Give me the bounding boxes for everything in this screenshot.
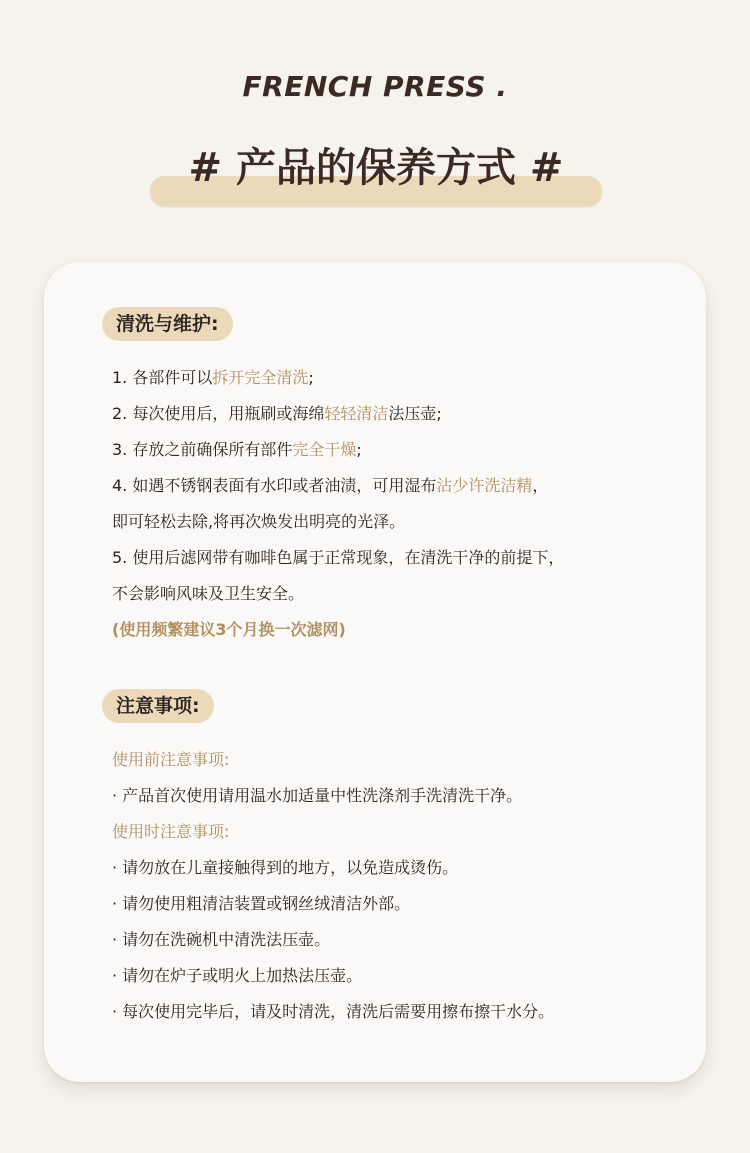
filter-replacement-note: (使用频繁建议3个月换一次滤网) [112, 620, 346, 639]
list-item [112, 432, 672, 468]
section-label-notice: 注意事项: [102, 689, 214, 723]
brand-heading: FRENCH PRESS . [242, 70, 508, 103]
page-title-block [150, 140, 602, 206]
during-use-title: 使用时注意事项: [112, 822, 230, 841]
list-item [112, 360, 672, 396]
item-highlight: 沾少许洗洁精 [436, 476, 533, 495]
page-title: # 产品的保养方式 # [188, 145, 564, 191]
list-item: 5. 使用后滤网带有咖啡色属于正常现象，在清洗干净的前提下， [112, 548, 565, 567]
list-item: · 产品首次使用请用温水加适量中性洗涤剂手洗清洗干净。 [112, 786, 523, 805]
item-text: 法压壶; [388, 404, 442, 423]
item-highlight: 完全干燥 [292, 440, 357, 459]
list-item-continuation: 不会影响风味及卫生安全。 [112, 584, 305, 603]
section-label-cleaning: 清洗与维护: [102, 307, 233, 341]
item-text: 1. 各部件可以 [112, 368, 213, 387]
list-item: · 每次使用完毕后，请及时清洗，清洗后需要用擦布擦干水分。 [112, 1002, 555, 1021]
item-text: 4. 如遇不锈钢表面有水印或者油渍，可用湿布 [112, 476, 437, 495]
list-item: · 请勿使用粗清洁装置或钢丝绒清洁外部。 [112, 894, 411, 913]
item-highlight: 轻轻清洁 [324, 404, 389, 423]
list-item [112, 468, 672, 504]
item-highlight: 拆开完全清洗 [212, 368, 309, 387]
care-instructions-card [44, 262, 706, 1082]
item-text: ; [308, 368, 314, 387]
item-text: 2. 每次使用后，用瓶刷或海绵 [112, 404, 325, 423]
list-item [112, 396, 672, 432]
item-text: ， [532, 476, 549, 495]
item-text: 3. 存放之前确保所有部件 [112, 440, 293, 459]
item-text: ; [356, 440, 362, 459]
cleaning-list [112, 360, 672, 648]
list-item-continuation: 即可轻松去除,将再次焕发出明亮的光泽。 [112, 512, 406, 531]
list-item: · 请勿在洗碗机中清洗法压壶。 [112, 930, 331, 949]
before-use-block [112, 742, 672, 1030]
list-item: · 请勿在炉子或明火上加热法压壶。 [112, 966, 363, 985]
list-item: · 请勿放在儿童接触得到的地方，以免造成烫伤。 [112, 858, 459, 877]
before-use-title: 使用前注意事项: [112, 750, 230, 769]
